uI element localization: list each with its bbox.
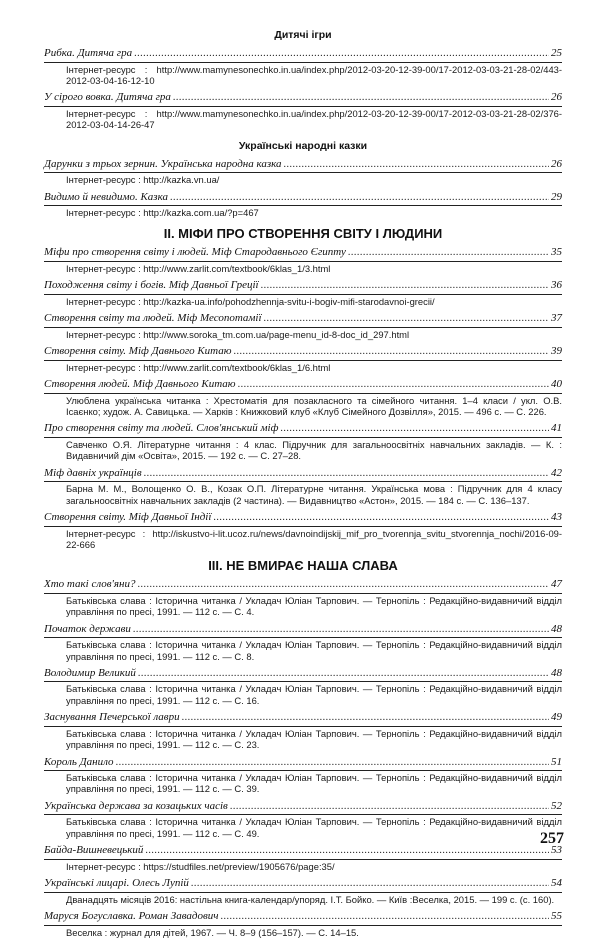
entry-source: Батьківська слава : Історична читанка / Укладач Юліан Тарпович. — Тернопіль : Редакційно-видавничий відділ управління по пресі, 1991. — 112 с. — С. 4. bbox=[66, 594, 562, 618]
entry-page-number: 39 bbox=[551, 345, 562, 358]
toc-entry bbox=[44, 312, 562, 340]
toc-entry bbox=[44, 877, 562, 905]
page-number: 257 bbox=[540, 830, 564, 847]
entry-title[interactable]: Рибка. Дитяча гра bbox=[44, 47, 133, 59]
toc-entry bbox=[44, 422, 562, 461]
toc-entry bbox=[44, 91, 562, 130]
toc-entry bbox=[44, 756, 562, 795]
entry-source: Інтернет-ресурс : http://kazka.com.ua/?p=467 bbox=[66, 207, 259, 219]
entry-source: Інтернет-ресурс : http://www.soroka_tm.com.ua/page-menu_id-8-doc_id_297.html bbox=[66, 328, 410, 340]
entry-source: Інтернет-ресурс : http://iskustvo-i-lit.ucoz.ru/news/davnoindijskij_mif_pro_tvorennja_svitu_stvorennja_nochi/2016-09-22-666 bbox=[66, 527, 562, 550]
entry-title-line bbox=[44, 422, 562, 438]
entry-title-line bbox=[44, 756, 562, 772]
dot-leader bbox=[280, 423, 549, 436]
entry-title-line bbox=[44, 191, 562, 207]
entry-title-line bbox=[44, 910, 562, 926]
entry-title[interactable]: Про створення світу та людей. Слов'янський міф bbox=[44, 422, 279, 435]
dot-leader bbox=[284, 159, 550, 172]
entry-title[interactable]: Міф давніх українців bbox=[44, 466, 142, 479]
dot-leader bbox=[173, 92, 549, 105]
toc-section bbox=[44, 140, 562, 219]
toc-section bbox=[44, 29, 562, 131]
toc-entry bbox=[44, 910, 562, 938]
entry-page-number: 48 bbox=[551, 666, 562, 679]
entry-source: Батьківська слава : Історична читанка / Укладач Юліан Тарпович. — Тернопіль : Редакційно-видавничий відділ управління по пресі, 1991. — 112 с. — С. 39. bbox=[66, 772, 562, 795]
entry-source: Інтернет-ресурс : http://www.mamynesonechko.in.ua/index.php/2012-03-20-12-39-00/17-2012-03-03-21-28-02/376-2012-03-04-14-26-47 bbox=[66, 107, 562, 131]
toc-section bbox=[44, 558, 562, 938]
entry-title-line bbox=[44, 800, 562, 816]
dot-leader bbox=[116, 757, 549, 770]
dot-leader bbox=[264, 313, 549, 326]
entry-title-line bbox=[44, 578, 562, 594]
entry-page-number: 51 bbox=[551, 755, 562, 768]
entry-title[interactable]: Українська держава за козацьких часів bbox=[44, 799, 228, 812]
entry-source: Дванадцять місяців 2016: настільна книга-календар/упоряд. І.Т. Бойко. — Київ :Веселка, 2015. — 199 с. (с. 160). bbox=[66, 893, 555, 905]
entry-page-number: 49 bbox=[551, 711, 562, 724]
entry-page-number: 37 bbox=[551, 312, 562, 325]
entry-page-number: 43 bbox=[551, 511, 562, 523]
dot-leader bbox=[191, 878, 549, 891]
dot-leader bbox=[145, 845, 549, 858]
dot-leader bbox=[261, 280, 549, 293]
dot-leader bbox=[138, 668, 549, 681]
entry-page-number: 52 bbox=[551, 799, 562, 812]
entry-title[interactable]: Початок держави bbox=[44, 622, 131, 635]
entry-source: Інтернет-ресурс : http://kazka.vn.ua/ bbox=[66, 174, 220, 186]
entry-title-line bbox=[44, 345, 562, 361]
entry-page-number: 53 bbox=[551, 844, 562, 857]
entry-source: Батьківська слава : Історична читанка / Укладач Юліан Тарпович. — Тернопіль : Редакційно-видавничий відділ управління по пресі, 1991. — 112 с. — С. 23. bbox=[66, 727, 562, 751]
entry-title-line bbox=[44, 711, 562, 727]
toc-entry bbox=[44, 623, 562, 662]
dot-leader bbox=[134, 48, 549, 61]
entry-page-number: 36 bbox=[551, 279, 562, 292]
entry-title-line bbox=[44, 511, 562, 527]
entry-title-line bbox=[44, 378, 562, 394]
toc-entry bbox=[44, 800, 562, 839]
entry-title-line bbox=[44, 47, 562, 63]
entry-page-number: 35 bbox=[551, 246, 562, 259]
entry-page-number: 47 bbox=[551, 578, 562, 591]
entry-page-number: 48 bbox=[551, 622, 562, 635]
section-heading: Дитячі ігри bbox=[274, 29, 332, 41]
toc-entry bbox=[44, 191, 562, 219]
entry-source: Інтернет-ресурс : http://www.zarlit.com/textbook/6klas_1/3.html bbox=[66, 262, 331, 274]
toc-entry bbox=[44, 345, 562, 373]
entry-title[interactable]: Хто такі слов'яни? bbox=[44, 578, 136, 591]
entry-page-number: 25 bbox=[551, 47, 562, 59]
toc-entry bbox=[44, 279, 562, 307]
section-heading: Українські народні казки bbox=[238, 139, 368, 152]
entry-title[interactable]: Створення світу та людей. Міф Месопотамії bbox=[44, 312, 262, 325]
entry-title[interactable]: Заснування Печерської лаври bbox=[44, 711, 180, 724]
dot-leader bbox=[137, 579, 549, 592]
entry-source: Інтернет-ресурс : https://studfiles.net/preview/1905676/page:35/ bbox=[66, 860, 335, 872]
toc-entry bbox=[44, 47, 562, 86]
entry-source: Інтернет-ресурс : http://www.mamynesonechko.in.ua/index.php/2012-03-20-12-39-00/17-2012-03-03-21-28-02/443-2012-03-04-16-12-10 bbox=[66, 63, 562, 86]
entry-source: Батьківська слава : Історична читанка / Укладач Юліан Тарпович. — Тернопіль : Редакційно-видавничий відділ управління по пресі, 1991. — 112 с. — С. 49. bbox=[66, 816, 562, 839]
entry-title[interactable]: Байда-Вишневецький bbox=[44, 844, 144, 857]
dot-leader bbox=[230, 801, 549, 814]
entry-title[interactable]: Походження світу і богів. Міф Давньої Греції bbox=[44, 279, 259, 292]
toc-entry bbox=[44, 667, 562, 706]
entry-title[interactable]: Дарунки з трьох зернин. Українська народна казка bbox=[44, 157, 282, 170]
entry-source: Інтернет-ресурс : http://www.zarlit.com/textbook/6klas_1/6.html bbox=[66, 361, 331, 373]
toc-entry bbox=[44, 246, 562, 274]
dot-leader bbox=[182, 712, 549, 725]
dot-leader bbox=[170, 192, 549, 205]
table-of-contents bbox=[44, 29, 562, 943]
entry-title-line bbox=[44, 312, 562, 328]
entry-title-line bbox=[44, 844, 562, 860]
entry-page-number: 29 bbox=[551, 190, 562, 203]
entry-page-number: 42 bbox=[551, 466, 562, 479]
entry-title[interactable]: Видимо й невидимо. Казка bbox=[44, 190, 168, 203]
entry-page-number: 41 bbox=[551, 422, 562, 435]
toc-entry bbox=[44, 578, 562, 617]
entry-page-number: 40 bbox=[551, 378, 562, 391]
entry-title-line bbox=[44, 91, 562, 107]
entry-source: Веселка : журнал для дітей, 1967. — Ч. 8–9 (156–157). — С. 14–15. bbox=[66, 926, 359, 938]
entry-title[interactable]: Створення людей. Міф Давнього Китаю bbox=[44, 378, 236, 391]
dot-leader bbox=[220, 911, 549, 924]
entry-page-number: 26 bbox=[551, 91, 562, 104]
entry-page-number: 55 bbox=[551, 910, 562, 922]
toc-entry bbox=[44, 158, 562, 186]
entry-source: Інтернет-ресурс : http://kazka-ua.info/pohodzhennja-svitu-i-bogiv-mifi-starodavnoi-grecii/ bbox=[66, 295, 435, 307]
entry-source: Улюблена українська читанка : Хрестоматія для позакласного та сімейного читання. 1–4 класи / укл. О.В. Ісаєнко; худож. А. Савицька. — Харків : Книжковий клуб «Клуб Сімейного Дозвілля», 2015. — 496 с. — С. 226. bbox=[66, 394, 562, 417]
dot-leader bbox=[144, 468, 549, 481]
entry-title-line bbox=[44, 279, 562, 295]
toc-entry bbox=[44, 711, 562, 750]
toc-entry bbox=[44, 844, 562, 872]
entry-title-line bbox=[44, 158, 562, 174]
entry-source: Батьківська слава : Історична читанка / Укладач Юліан Тарпович. — Тернопіль : Редакційно-видавничий відділ управління по пресі, 1991. — 112 с. — С. 16. bbox=[66, 683, 562, 706]
entry-title[interactable]: Створення світу. Міф Давнього Китаю bbox=[44, 345, 232, 358]
entry-title-line bbox=[44, 623, 562, 639]
dot-leader bbox=[213, 512, 549, 525]
toc-entry bbox=[44, 511, 562, 550]
toc-entry bbox=[44, 378, 562, 417]
entry-title-line bbox=[44, 667, 562, 683]
entry-title[interactable]: Король Данило bbox=[44, 755, 114, 768]
entry-title[interactable]: Міфи про створення світу і людей. Міф Стародавнього Єгипту bbox=[44, 246, 346, 259]
entry-source: Савченко О.Я. Літературне читання : 4 клас. Підручник для загальноосвітніх навчальних закладів. — К. : Видавничий дім «Освіта», 2015. — 192 с. — С. 27–28. bbox=[66, 438, 562, 462]
dot-leader bbox=[234, 346, 550, 359]
entry-title[interactable]: У сірого вовка. Дитяча гра bbox=[44, 91, 171, 104]
toc-section bbox=[44, 226, 562, 550]
entry-title[interactable]: Володимир Великий bbox=[44, 666, 136, 679]
entry-title[interactable]: Маруся Богуславка. Роман Завадович bbox=[44, 910, 219, 922]
entry-title-line bbox=[44, 467, 562, 483]
entry-source: Барна М. М., Волощенко О. В., Козак О.П. Літературне читання. Українська мова : Підручник для 4 класу загальноосвітніх навчальних закладів (2 частина). — Видавництво «Астон», 2015. — 184 с. — С. 136–137. bbox=[66, 483, 562, 506]
entry-title-line bbox=[44, 246, 562, 262]
entry-title[interactable]: Українські лицарі. Олесь Лупій bbox=[44, 877, 189, 890]
entry-page-number: 54 bbox=[551, 877, 562, 890]
section-heading: ІІ. МІФИ ПРО СТВОРЕННЯ СВІТУ І ЛЮДИНИ bbox=[163, 226, 443, 242]
entry-title[interactable]: Створення світу. Міф Давньої Індії bbox=[44, 511, 212, 523]
entry-source: Батьківська слава : Історична читанка / Укладач Юліан Тарпович. — Тернопіль : Редакційно-видавничий відділ управління по пресі, 1991. — 112 с. — С. 8. bbox=[66, 639, 562, 662]
dot-leader bbox=[133, 624, 549, 637]
section-heading: ІІІ. НЕ ВМИРАЄ НАША СЛАВА bbox=[208, 558, 398, 574]
entry-title-line bbox=[44, 877, 562, 893]
dot-leader bbox=[238, 379, 549, 392]
dot-leader bbox=[348, 247, 549, 260]
entry-page-number: 26 bbox=[551, 157, 562, 170]
toc-entry bbox=[44, 467, 562, 506]
